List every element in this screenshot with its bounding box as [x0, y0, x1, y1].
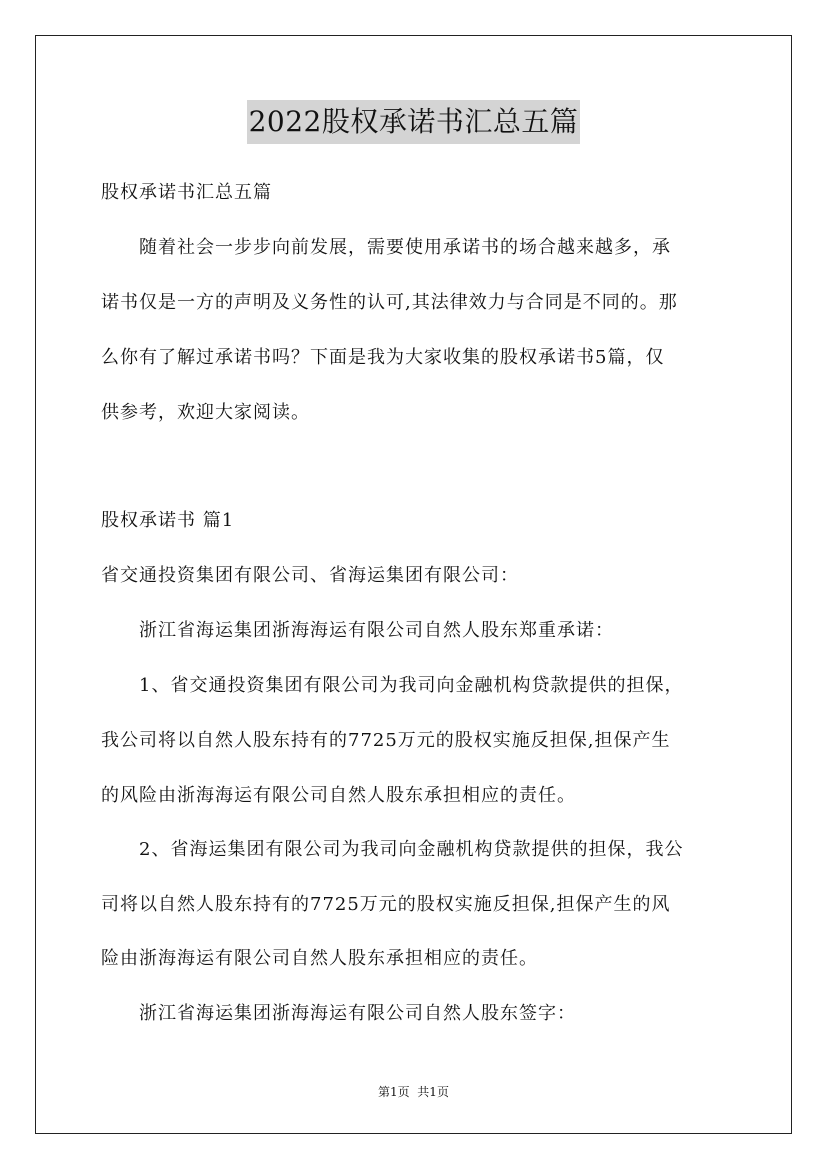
section-heading-1: 股权承诺书 篇1	[101, 510, 235, 531]
intro-paragraph-line-1: 随着社会一步步向前发展，需要使用承诺书的场合越来越多，承	[101, 237, 671, 258]
intro-paragraph-line-2: 诺书仅是一方的声明及义务性的认可,其法律效力与合同是不同的。那	[101, 292, 678, 313]
clause-1-line-3: 的风险由浙海海运有限公司自然人股东承担相应的责任。	[101, 785, 576, 806]
addressee-line: 省交通投资集团有限公司、省海运集团有限公司：	[101, 565, 519, 586]
signature-line: 浙江省海运集团浙海海运有限公司自然人股东签字：	[101, 1003, 576, 1024]
clause-1-line-2: 我公司将以自然人股东持有的7725万元的股权实施反担保,担保产生	[101, 730, 671, 751]
clause-2-line-1: 2、省海运集团有限公司为我司向金融机构贷款提供的担保，我公	[101, 839, 684, 860]
intro-paragraph-line-3: 么你有了解过承诺书吗？下面是我为大家收集的股权承诺书5篇，仅	[101, 347, 665, 368]
clause-1-line-1: 1、省交通投资集团有限公司为我司向金融机构贷款提供的担保，	[101, 675, 684, 696]
page-footer: 第1页 共1页	[378, 1085, 449, 1099]
title-container	[0, 100, 827, 144]
clause-2-line-3: 险由浙海海运有限公司自然人股东承担相应的责任。	[101, 948, 538, 969]
intro-paragraph-line-4: 供参考，欢迎大家阅读。	[101, 402, 310, 423]
document-title: 2022股权承诺书汇总五篇	[247, 100, 581, 144]
intro-heading: 股权承诺书汇总五篇	[101, 182, 272, 203]
commitment-intro: 浙江省海运集团浙海海运有限公司自然人股东郑重承诺：	[101, 620, 614, 641]
clause-2-line-2: 司将以自然人股东持有的7725万元的股权实施反担保,担保产生的风	[101, 894, 671, 915]
